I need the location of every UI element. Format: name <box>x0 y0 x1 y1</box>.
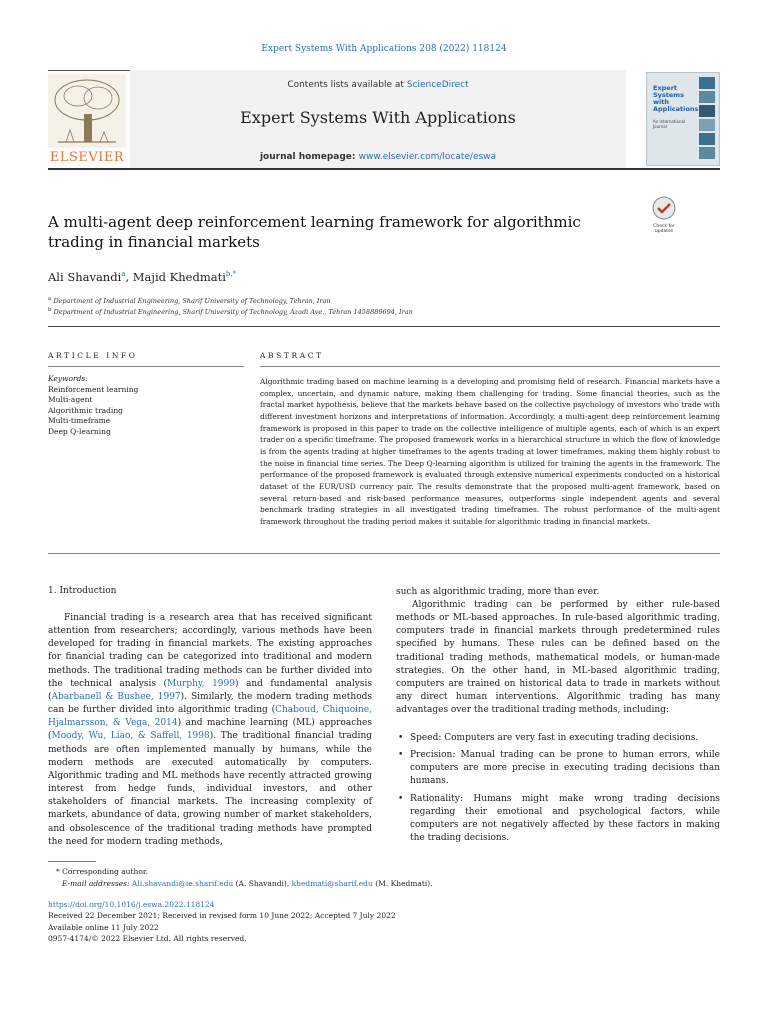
keyword-item: Algorithmic trading <box>48 405 123 415</box>
homepage-line <box>130 152 626 162</box>
list-item: • Precision: Manual trading can be prone to human errors, while computers are more precise in executing trading decisions than humans. <box>396 749 720 788</box>
affiliation <box>48 307 413 316</box>
keyword-item: Deep Q-learning <box>48 426 111 436</box>
check-updates-label: Check for updates <box>653 224 675 234</box>
author-affiliation-mark[interactable]: a <box>121 270 126 279</box>
list-item: • Speed: Computers are very fast in executing trading decisions. <box>396 732 720 745</box>
author-name: Majid Khedmati <box>132 270 226 284</box>
keywords-block <box>48 374 138 438</box>
affiliation <box>48 296 331 305</box>
corresponding-text: Corresponding author. <box>62 867 149 876</box>
footnote-rule <box>48 861 96 862</box>
keyword-item: Multi-timeframe <box>48 416 111 426</box>
author-affiliation-mark[interactable]: b,* <box>225 270 237 279</box>
affiliation-mark: a <box>48 296 52 302</box>
doi-link[interactable]: https://doi.org/10.1016/j.eswa.2022.118124 <box>48 900 215 909</box>
citation-link[interactable]: Murphy, 1999 <box>167 678 235 689</box>
author-separator: , <box>125 270 133 284</box>
homepage-prefix: journal homepage: <box>259 152 359 162</box>
citation-link[interactable]: Chaboud, Chiquoine, Hjalmarsson, & Vega, 2014 <box>48 705 372 729</box>
received-dates: Received 22 December 2021; Received in revised form 10 June 2022; Accepted 7 July 2022 <box>48 911 396 921</box>
contents-line <box>130 80 626 90</box>
intro-continuation: such as algorithmic trading, more than ever. <box>396 587 600 597</box>
intro-left-column <box>48 612 372 849</box>
affiliation-text: Department of Industrial Engineering, Sharif University of Technology, Azadi Ave., Tehran 1458889694, Iran <box>53 308 413 317</box>
email-label: E-mail addresses: <box>62 879 130 888</box>
sciencedirect-link[interactable]: ScienceDirect <box>406 80 469 90</box>
keyword-item: Multi-agent <box>48 395 93 405</box>
online-date: Available online 11 July 2022 <box>48 922 159 932</box>
email-owner: (A. Shavandi), <box>233 879 292 888</box>
corresponding-author-note: * Corresponding author. <box>56 867 149 876</box>
email-link[interactable]: Ali.shavandi@ie.sharif.edu <box>131 879 234 888</box>
citation-link[interactable]: Abarbanell & Bushee, 1997 <box>51 691 181 702</box>
cover-subtitle: An International Journal <box>653 119 686 129</box>
text-run: ) and machine learning (ML) approaches ( <box>48 718 372 742</box>
text-run: ). Similarly, the modern trading methods can be further divided into algorithmic trading ( <box>48 691 372 716</box>
citation-link[interactable]: Moody, Wu, Liao, & Saffell, 1998 <box>51 731 210 742</box>
publication-info <box>48 899 396 945</box>
list-item: • Rationality: Humans might make wrong trading decisions regarding their emotional and psychological factors, while computers are not negatively affected by these factors in making the trading decisions. <box>396 793 720 846</box>
abstract-bottom-rule <box>48 553 720 554</box>
abstract-text: Algorithmic trading based on machine learning is a developing and promising field of research. Financial markets have a complex, uncertain, and dynamic nature, making them challenging for trading. Some financial theories, such as the fractal market hypothesis, believe that the markets behave based on the collective psychology of investors who trade with different investment horizons and interpretations of information. Accordingly, a multi-agent deep reinforcement learning framework is proposed in this paper to trade on the collective intelligence of multiple agents, each of which is an expert trader on a specific timeframe. The proposed framework works in a hierarchical structure in which the flow of knowledge is from the agents trading at higher timeframes to the agents trading at lower timeframes, making them highly robust to the noise in financial time series. The Deep Q-learning algorithm is utilized for training the agents in the framework. The performance of the proposed framework is evaluated through extensive numerical experiments conducted on a historical dataset of the EUR/USD currency pair. The results demonstrate that the proposed multi-agent framework, based on several return-based and risk-based performance measures, outperforms single independent agents and several benchmark trading strategies in all investigated trading timeframes. The robust performance of the multi-agent framework throughout the trading period makes it suitable for algorithmic trading in financial markets. <box>260 377 720 526</box>
text-run: Financial trading is a research area that has received significant attention from researchers; accordingly, various methods have been developed for trading in financial markets. The existing approaches for financial trading can be categorized into traditional and modern methods. The traditional trading methods can be further divided into the technical analysis ( <box>48 613 372 689</box>
section-rule <box>48 326 720 327</box>
affiliation-text: Department of Industrial Engineering, Sharif University of Technology, Tehran, Iran <box>53 297 331 306</box>
keywords-label: Keywords: <box>48 374 88 383</box>
cover-thumbnails-icon <box>699 77 715 161</box>
intro-paragraph <box>48 612 372 849</box>
journal-cover[interactable] <box>646 72 720 166</box>
check-for-updates-badge[interactable] <box>648 196 680 232</box>
author-name: Ali Shavandi <box>48 270 122 284</box>
email-note <box>62 879 433 888</box>
abstract-heading: ABSTRACT <box>260 351 324 360</box>
copyright-line: 0957-4174/© 2022 Elsevier Ltd. All rights reserved. <box>48 934 247 944</box>
section-heading: 1. Introduction <box>48 586 117 596</box>
affiliation-mark: b <box>48 307 52 313</box>
contents-prefix: Contents lists available at <box>287 80 407 90</box>
email-link[interactable]: khedmati@sharif.edu <box>291 879 373 888</box>
intro-paragraph: Algorithmic trading can be performed by either rule-based methods or ML-based approaches. In rule-based algorithmic trading, computers trade in financial markets through predetermined rules specified by humans. These rules can be defined based on the traditional trading methods, mathematical models, or human-made strategies. On the other hand, in ML-based algorithmic trading, computers are trained on historical data to trade in markets without any direct human interventions. Algorithmic trading has many advantages over the traditional trading methods, including: <box>396 600 720 716</box>
article-info-heading: ARTICLE INFO <box>48 351 138 360</box>
journal-title: Expert Systems With Applications <box>240 108 516 127</box>
keyword-item: Reinforcement learning <box>48 384 139 394</box>
advantages-list <box>396 732 720 849</box>
text-run: ). The traditional financial trading methods are often implemented manually by humans, while the modern methods are executed automatically by computers. Algorithmic trading and ML methods have recently attracted growing interest from hedge funds, individual investors, and other stakeholders of financial markets. The increasing complexity of markets, abundance of data, growing number of market stakeholders, and obsolescence of the traditional trading methods have prompted the need for modern trading methods, <box>48 731 372 847</box>
email-owner: (M. Khedmati). <box>372 879 433 888</box>
paper-title: A multi-agent deep reinforcement learning framework for algorithmic trading in financial markets <box>48 213 581 251</box>
check-updates-icon <box>648 196 680 220</box>
intro-right-column <box>396 599 720 717</box>
homepage-link[interactable]: www.elsevier.com/locate/eswa <box>358 152 497 162</box>
cover-title: Expert Systems with Applications <box>653 84 699 113</box>
journal-citation[interactable]: Expert Systems With Applications 208 (2022) 118124 <box>261 44 507 54</box>
authors-line <box>48 270 236 284</box>
article-info-rule <box>48 366 244 367</box>
elsevier-wordmark: ELSEVIER <box>49 150 125 165</box>
text-run: ) and fundamental analysis ( <box>48 678 372 702</box>
abstract-rule <box>260 366 720 367</box>
header-bottom-rule <box>48 168 720 170</box>
